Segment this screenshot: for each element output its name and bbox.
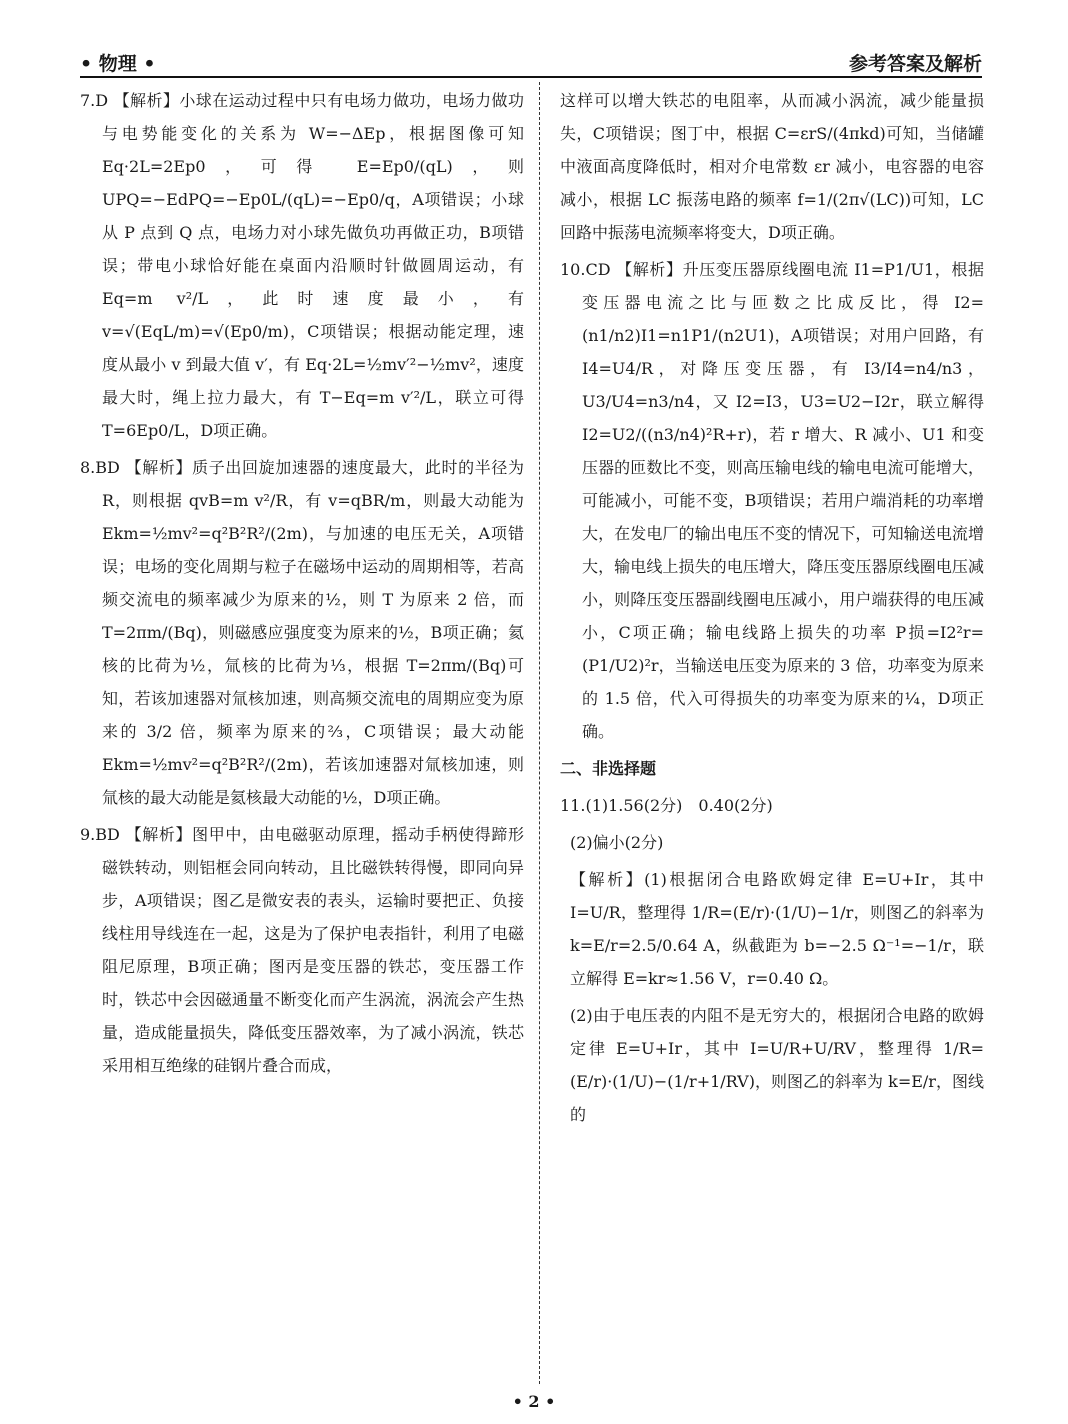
answer-7: 7.D 【解析】小球在运动过程中只有电场力做功，电场力做功与电势能变化的关系为 W=−ΔEp，根据图像可知 Eq·2L=2Ep0，可得 E=Ep0/(qL)，则 UPQ=−EdPQ=−Ep0L/(qL)=−Ep0/q，A项错误；小球从 P 点到 Q 点，电场力对小球先做负功再做正功，B项错误；带电小球恰好能在桌面内沿顺时针做圆周运动，有 Eq=m v²/L，此时速度最小，有 v=√(EqL/m)=√(Ep0/m)，C项错误；根据动能定理，速度从最小 v 到最大值 v′，有 Eq·2L=½mv′²−½mv²，速度最大时，绳上拉力最大，有 T−Eq=m v′²/L，联立可得 T=6Ep0/L，D项正确。 [80, 91, 524, 440]
answer-8: 8.BD 【解析】质子出回旋加速器的速度最大，此时的半径为 R，则根据 qvB=m v²/R，有 v=qBR/m，则最大动能为 Ekm=½mv²=q²B²R²/(2m)，与加速的电压无关，A项错误；电场的变化周期与粒子在磁场中运动的周期相等，若高频交流电的频率减少为原来的½，则 T 为原来 2 倍，而 T=2πm/(Bq)，则磁感应强度变为原来的½，B项正确；氦核的比荷为½，氚核的比荷为⅓，根据 T=2πm/(Bq)可知，若该加速器对氚核加速，则高频交流电的周期应变为原来的 3/2 倍，频率为原来的⅔，C项错误；最大动能 Ekm=½mv²=q²B²R²/(2m)，若该加速器对氚核加速，则氚核的最大动能是氦核最大动能的½，D项正确。 [80, 458, 524, 807]
answer-11-analysis-1: 【解析】(1)根据闭合电路欧姆定律 E=U+Ir，其中 I=U/R，整理得 1/R=(E/r)·(1/U)−1/r，则图乙的斜率为 k=E/r=2.5/0.64 A，纵截距为 b=−2.5 Ω⁻¹=−1/r，联立解得 E=kr≈1.56 V，r=0.40 Ω。 [570, 870, 984, 988]
column-divider [539, 82, 540, 1384]
answer-11-part1: 11.(1)1.56(2分) 0.40(2分) [560, 796, 773, 815]
section-heading: 二、非选择题 [560, 759, 657, 778]
header-rule [80, 76, 982, 78]
header-title: 参考答案及解析 [848, 53, 982, 75]
answer-9-continued: 这样可以增大铁芯的电阻率，从而减小涡流，减少能量损失，C项错误；图丁中，根据 C=εrS/(4πkd)可知，当储罐中液面高度降低时，相对介电常数 εr 减小，电容器的电容减小，根据 LC 振荡电路的频率 f=1/(2π√(LC))可知，LC 回路中振荡电流频率将变大，D项正确。 [560, 91, 984, 242]
page-header [80, 46, 982, 76]
answer-10: 10.CD 【解析】升压变压器原线圈电流 I1=P1/U1，根据变压器电流之比与匝数之比成反比，得 I2=(n1/n2)I1=n1P1/(n2U1)，A项错误；对用户回路，有 I4=U4/R，对降压变压器，有 I3/I4=n4/n3，U3/U4=n3/n4，又 I2=I3，U3=U2−I2r，联立解得 I2=U2/((n3/n4)²R+r)，若 r 增大、R 减小、U1 和变压器的匝数比不变，则高压输电线的输电电流可能增大，可能减小，可能不变，B项错误；若用户端消耗的功率增大，在发电厂的输出电压不变的情况下，可知输送电流增大，输电线上损失的电压增大，降压变压器原线圈电压减小，则降压变压器副线圈电压减小，用户端获得的电压减小，C项正确；输电线路上损失的功率 P损=I2²r=(P1/U2)²r，当输送电压变为原来的 3 倍，功率变为原来的 1.5 倍，代入可得损失的功率变为原来的¼，D项正确。 [560, 260, 984, 741]
page-number: • 2 • [512, 1392, 556, 1411]
left-column [80, 84, 524, 1086]
answer-11-analysis-2: (2)由于电压表的内阻不是无穷大的，根据闭合电路的欧姆定律 E=U+Ir，其中 I=U/R+U/RV，整理得 1/R=(E/r)·(1/U)−(1/r+1/RV)，则图乙的斜率为 k=E/r，图线的 [570, 1006, 984, 1124]
right-column [560, 84, 984, 1135]
subject-label: • 物理 • [80, 53, 156, 75]
answer-9: 9.BD 【解析】图甲中，由电磁驱动原理，摇动手柄使得蹄形磁铁转动，则铝框会同向转动，且比磁铁转得慢，即同向异步，A项错误；图乙是微安表的表头，运输时要把正、负接线柱用导线连在一起，这是为了保护电表指针，利用了电磁阻尼原理，B项正确；图丙是变压器的铁芯，变压器工作时，铁芯中会因磁通量不断变化而产生涡流，涡流会产生热量，造成能量损失，降低变压器效率，为了减小涡流，铁芯采用相互绝缘的硅钢片叠合而成， [80, 825, 524, 1075]
answer-11-part2: (2)偏小(2分) [570, 833, 664, 852]
